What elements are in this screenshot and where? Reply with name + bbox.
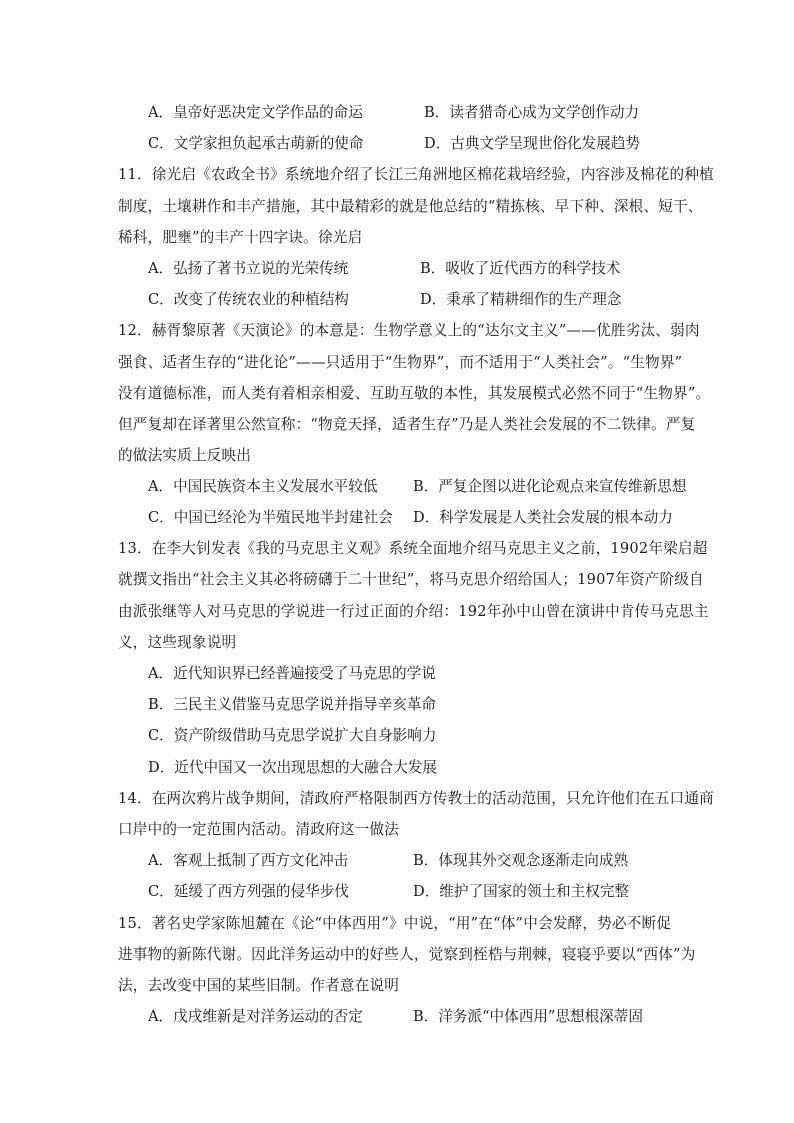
q12-stem-line-4: 但严复却在译著里公然宣称：“物竞天择，适者生存”乃是人类社会发展的不二铁律。严复 <box>118 416 696 433</box>
q13-stem-line-3: 由派张继等人对马克思的学说进一行过正面的介绍：192年孙中山曾在演讲中肯传马克思主 <box>118 603 709 620</box>
q11-option-d: D．秉承了精耕细作的生产理念 <box>420 291 622 308</box>
q14-stem-line-2: 口岸中的一定范围内活动。清政府这一做法 <box>118 821 400 838</box>
q15-stem-line-2: 进事物的新陈代谢。因此洋务运动中的好些人，觉察到桎梏与荆棘，寝寝乎要以“西体”为 <box>118 946 696 963</box>
q13-stem-line-2: 就撰文指出“社会主义其必将磅礴于二十世纪”，将马克思介绍给国人；1907年资产阶级自 <box>118 571 704 588</box>
q14-option-b: B．体现其外交观念逐渐走向成熟 <box>413 852 629 869</box>
q13-stem-line-4: 义，这些现象说明 <box>118 634 237 651</box>
q10-option-c: C．文学家担负起承古萌新的使命 <box>148 135 364 152</box>
q13-stem-line-1: 13．在李大钊发表《我的马克思主义观》系统全面地介绍马克思主义之前，1902年梁启超 <box>118 540 708 557</box>
q12-stem-line-1: 12．赫胥黎原著《天演论》的本意是：生物学意义上的“达尔文主义”——优胜劣汰、弱肉 <box>118 322 700 339</box>
q12-stem-line-3: 没有道德标准，而人类有着相亲相爱、互助互敬的本性，其发展模式必然不同于“生物界”。 <box>118 385 711 402</box>
q12-option-d: D．科学发展是人类社会发展的根本动力 <box>413 509 673 526</box>
q15-stem-line-3: 法，去改变中国的某些旧制。作者意在说明 <box>118 977 400 994</box>
q10-option-a: A．皇帝好恶决定文学作品的命运 <box>148 104 363 121</box>
q12-stem-line-5: 的做法实质上反映出 <box>118 447 252 464</box>
q11-stem-line-3: 稀科，肥壅”的丰产十四字诀。徐光启 <box>118 229 363 246</box>
q13-option-d: D．近代中国又一次出现思想的大融合大发展 <box>148 759 437 776</box>
q11-stem-line-2: 制度，土壤耕作和丰产措施，其中最精彩的就是他总结的“精拣核、早下种、深根、短干、 <box>118 198 703 215</box>
q13-option-c: C．资产阶级借助马克思学说扩大自身影响力 <box>148 727 437 744</box>
q12-option-a: A．中国民族资本主义发展水平较低 <box>148 478 378 495</box>
q14-stem-line-1: 14．在两次鸦片战争期间，清政府严格限制西方传教士的活动范围，只允许他们在五口通商 <box>118 790 714 807</box>
q11-option-a: A．弘扬了著书立说的光荣传统 <box>148 260 349 277</box>
q15-stem-line-1: 15．著名史学家陈旭麓在《论“中体西用”》中说，“用”在“体”中会发酵，势必不断促 <box>118 915 672 932</box>
q11-stem-line-1: 11．徐光启《农政全书》系统地介绍了长江三角洲地区棉花栽培经验，内容涉及棉花的种植 <box>118 166 714 183</box>
q15-option-b: B．洋务派“中体西用”思想根深蒂固 <box>413 1008 643 1025</box>
q10-option-b: B．读者猎奇心成为文学创作动力 <box>424 104 640 121</box>
q15-option-a: A．戊戌维新是对洋务运动的否定 <box>148 1008 363 1025</box>
q13-option-a: A．近代知识界已经普遍接受了马克思的学说 <box>148 665 436 682</box>
q14-option-c: C．延缓了西方列强的侵华步伐 <box>148 883 349 900</box>
q14-option-d: D．维护了国家的领土和主权完整 <box>413 883 630 900</box>
q14-option-a: A．客观上抵制了西方文化冲击 <box>148 852 349 869</box>
q13-option-b: B．三民主义借鉴马克思学说并指导辛亥革命 <box>148 696 437 713</box>
q12-option-b: B．严复企图以进化论观点来宣传维新思想 <box>413 478 687 495</box>
q12-stem-line-2: 强食、适者生存的“进化论”——只适用于“生物界”，而不适用于“人类社会”。“生物界” <box>118 354 683 371</box>
q11-option-b: B．吸收了近代西方的科学技术 <box>420 260 621 277</box>
q12-option-c: C．中国已经沦为半殖民地半封建社会 <box>148 509 393 526</box>
q10-option-d: D．古典文学呈现世俗化发展趋势 <box>424 135 641 152</box>
q11-option-c: C．改变了传统农业的种植结构 <box>148 291 349 308</box>
